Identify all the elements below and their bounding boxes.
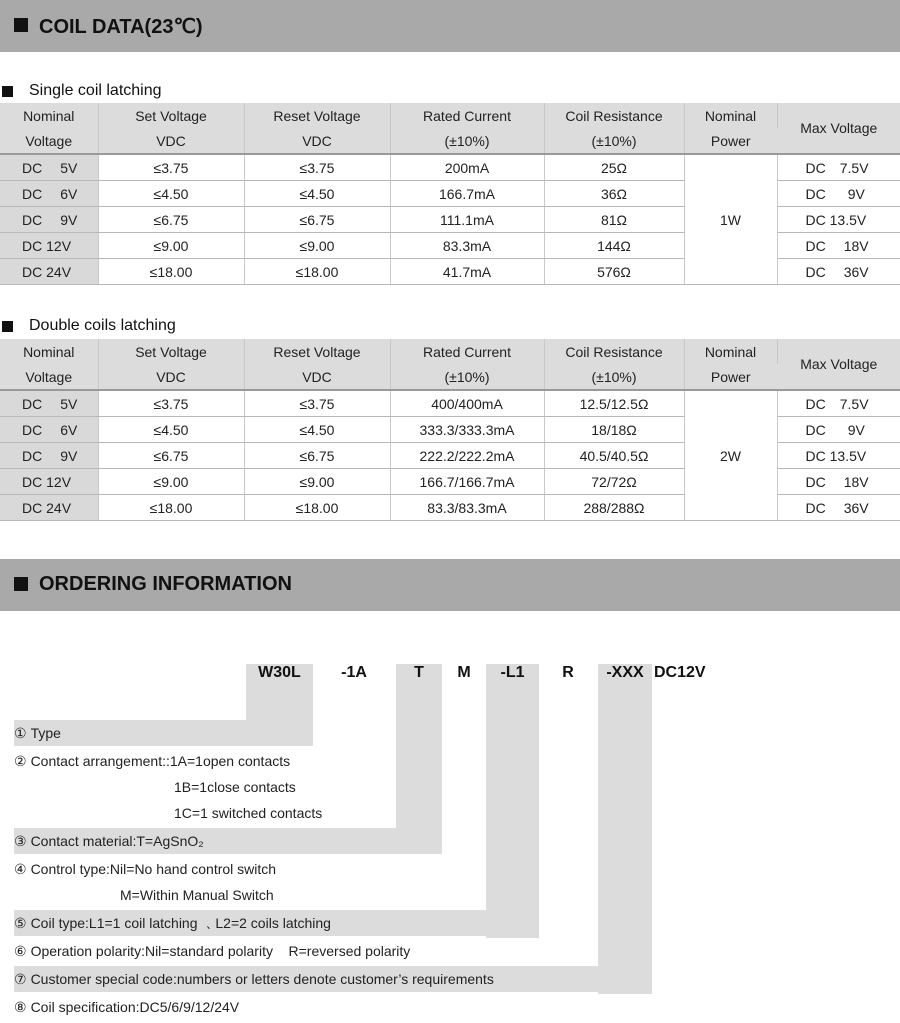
code-xxx: -XXX — [606, 664, 644, 681]
header-coil-resistance: Coil Resistance — [544, 339, 684, 364]
code-m: M — [457, 664, 471, 681]
nominal-voltage-cell: DC 5V — [0, 390, 98, 417]
max-voltage-cell: DC 9V — [777, 417, 900, 443]
nominal-voltage-cell: DC 9V — [0, 207, 98, 233]
header-reset-voltage-unit: VDC — [244, 128, 390, 154]
reset-voltage-cell: ≤18.00 — [244, 259, 390, 285]
reset-voltage-cell: ≤3.75 — [244, 390, 390, 417]
code-r: R — [562, 664, 574, 681]
code-l1: -L1 — [500, 664, 525, 681]
nominal-voltage-cell: DC 12V — [0, 233, 98, 259]
header-rated-current: Rated Current — [390, 339, 544, 364]
coil-resistance-cell: 72/72Ω — [544, 469, 684, 495]
single-coil-table — [0, 103, 900, 285]
coil-resistance-cell: 144Ω — [544, 233, 684, 259]
header-coil-resistance-unit: (±10%) — [544, 128, 684, 154]
table-row — [0, 154, 900, 181]
rated-current-cell: 83.3mA — [390, 233, 544, 259]
coil-resistance-cell: 36Ω — [544, 181, 684, 207]
header-nominal-power-unit: Power — [684, 128, 777, 154]
code-column-coil-type — [486, 664, 539, 938]
coil-resistance-cell: 40.5/40.5Ω — [544, 443, 684, 469]
nominal-voltage-cell: DC 6V — [0, 181, 98, 207]
header-rated-current: Rated Current — [390, 103, 544, 128]
table-row — [0, 390, 900, 417]
ordering-line-1b: 1B=1close contacts — [174, 779, 296, 795]
rated-current-cell: 83.3/83.3mA — [390, 495, 544, 521]
code-1a: -1A — [341, 664, 367, 681]
code-w30l: W30L — [258, 664, 301, 681]
header-nominal-voltage: Nominal — [0, 103, 98, 128]
code-dc12v: DC12V — [654, 664, 706, 681]
square-bullet-icon — [2, 321, 13, 332]
header-nominal-voltage-unit: Voltage — [0, 364, 98, 390]
ordering-line-contact-arrangement: ② Contact arrangement::1A=1open contacts — [14, 753, 291, 769]
square-bullet-icon — [14, 18, 28, 32]
header-reset-voltage: Reset Voltage — [244, 103, 390, 128]
double-coil-title: Double coils latching — [29, 317, 176, 334]
nominal-voltage-cell: DC 9V — [0, 443, 98, 469]
code-t: T — [414, 664, 424, 681]
max-voltage-cell: DC 18V — [777, 469, 900, 495]
coil-resistance-cell: 576Ω — [544, 259, 684, 285]
coil-data-title: COIL DATA(23℃) — [39, 16, 203, 38]
code-column-special — [598, 664, 652, 994]
rated-current-cell: 333.3/333.3mA — [390, 417, 544, 443]
reset-voltage-cell: ≤9.00 — [244, 469, 390, 495]
rated-current-cell: 222.2/222.2mA — [390, 443, 544, 469]
ordering-title: ORDERING INFORMATION — [39, 573, 292, 595]
square-bullet-icon — [2, 86, 13, 97]
reset-voltage-cell: ≤3.75 — [244, 154, 390, 181]
rated-current-cell: 400/400mA — [390, 390, 544, 417]
rated-current-cell: 166.7/166.7mA — [390, 469, 544, 495]
header-nominal-voltage-unit: Voltage — [0, 128, 98, 154]
max-voltage-cell: DC 9V — [777, 181, 900, 207]
set-voltage-cell: ≤4.50 — [98, 181, 244, 207]
ordering-line-coil-type: ⑤ Coil type:L1=1 coil latching ﹑L2=2 coils latching — [14, 910, 539, 936]
reset-voltage-cell: ≤4.50 — [244, 417, 390, 443]
header-max-voltage: Max Voltage — [777, 339, 900, 390]
header-nominal-power: Nominal — [684, 103, 777, 128]
nominal-voltage-cell: DC 5V — [0, 154, 98, 181]
header-reset-voltage-unit: VDC — [244, 364, 390, 390]
single-coil-title: Single coil latching — [29, 82, 162, 99]
set-voltage-cell: ≤18.00 — [98, 495, 244, 521]
reset-voltage-cell: ≤4.50 — [244, 181, 390, 207]
square-bullet-icon — [14, 577, 28, 591]
header-set-voltage: Set Voltage — [98, 339, 244, 364]
nominal-voltage-cell: DC 12V — [0, 469, 98, 495]
header-nominal-power-unit: Power — [684, 364, 777, 390]
coil-resistance-cell: 18/18Ω — [544, 417, 684, 443]
ordering-line-polarity: ⑥ Operation polarity:Nil=standard polarity R=reversed polarity — [14, 943, 411, 959]
header-rated-current-unit: (±10%) — [390, 364, 544, 390]
rated-current-cell: 166.7mA — [390, 181, 544, 207]
coil-data-banner — [0, 0, 900, 52]
coil-resistance-cell: 288/288Ω — [544, 495, 684, 521]
double-coil-table — [0, 339, 900, 521]
ordering-line-1c: 1C=1 switched contacts — [174, 805, 323, 821]
nominal-voltage-cell: DC 24V — [0, 259, 98, 285]
ordering-line-coil-spec: ⑧ Coil specification:DC5/6/9/12/24V — [14, 999, 240, 1015]
ordering-line-contact-material: ③ Contact material:T=AgSnO₂ — [14, 828, 442, 854]
header-rated-current-unit: (±10%) — [390, 128, 544, 154]
header-coil-resistance: Coil Resistance — [544, 103, 684, 128]
max-voltage-cell: DC 36V — [777, 259, 900, 285]
ordering-banner — [0, 559, 900, 611]
header-set-voltage: Set Voltage — [98, 103, 244, 128]
header-coil-resistance-unit: (±10%) — [544, 364, 684, 390]
nominal-power-cell: 1W — [684, 154, 777, 285]
coil-resistance-cell: 25Ω — [544, 154, 684, 181]
reset-voltage-cell: ≤18.00 — [244, 495, 390, 521]
max-voltage-cell: DC 13.5V — [777, 207, 900, 233]
rated-current-cell: 111.1mA — [390, 207, 544, 233]
header-nominal-voltage: Nominal — [0, 339, 98, 364]
ordering-line-control-type: ④ Control type:Nil=No hand control switch — [14, 861, 277, 877]
set-voltage-cell: ≤3.75 — [98, 390, 244, 417]
header-nominal-power: Nominal — [684, 339, 777, 364]
header-reset-voltage: Reset Voltage — [244, 339, 390, 364]
reset-voltage-cell: ≤6.75 — [244, 443, 390, 469]
rated-current-cell: 41.7mA — [390, 259, 544, 285]
set-voltage-cell: ≤3.75 — [98, 154, 244, 181]
coil-resistance-cell: 81Ω — [544, 207, 684, 233]
set-voltage-cell: ≤6.75 — [98, 443, 244, 469]
set-voltage-cell: ≤9.00 — [98, 233, 244, 259]
code-column-material — [396, 664, 442, 854]
max-voltage-cell: DC 36V — [777, 495, 900, 521]
max-voltage-cell: DC 18V — [777, 233, 900, 259]
reset-voltage-cell: ≤6.75 — [244, 207, 390, 233]
header-set-voltage-unit: VDC — [98, 364, 244, 390]
nominal-power-cell: 2W — [684, 390, 777, 521]
coil-resistance-cell: 12.5/12.5Ω — [544, 390, 684, 417]
max-voltage-cell: DC 7.5V — [777, 390, 900, 417]
header-set-voltage-unit: VDC — [98, 128, 244, 154]
header-max-voltage: Max Voltage — [777, 103, 900, 154]
set-voltage-cell: ≤4.50 — [98, 417, 244, 443]
reset-voltage-cell: ≤9.00 — [244, 233, 390, 259]
ordering-line-special-code: ⑦ Customer special code:numbers or letters denote customer’s requirements — [14, 966, 652, 992]
max-voltage-cell: DC 7.5V — [777, 154, 900, 181]
nominal-voltage-cell: DC 24V — [0, 495, 98, 521]
rated-current-cell: 200mA — [390, 154, 544, 181]
set-voltage-cell: ≤9.00 — [98, 469, 244, 495]
ordering-line-type: ① Type — [14, 720, 313, 746]
ordering-line-manual-switch: M=Within Manual Switch — [120, 887, 274, 903]
set-voltage-cell: ≤6.75 — [98, 207, 244, 233]
set-voltage-cell: ≤18.00 — [98, 259, 244, 285]
max-voltage-cell: DC 13.5V — [777, 443, 900, 469]
nominal-voltage-cell: DC 6V — [0, 417, 98, 443]
